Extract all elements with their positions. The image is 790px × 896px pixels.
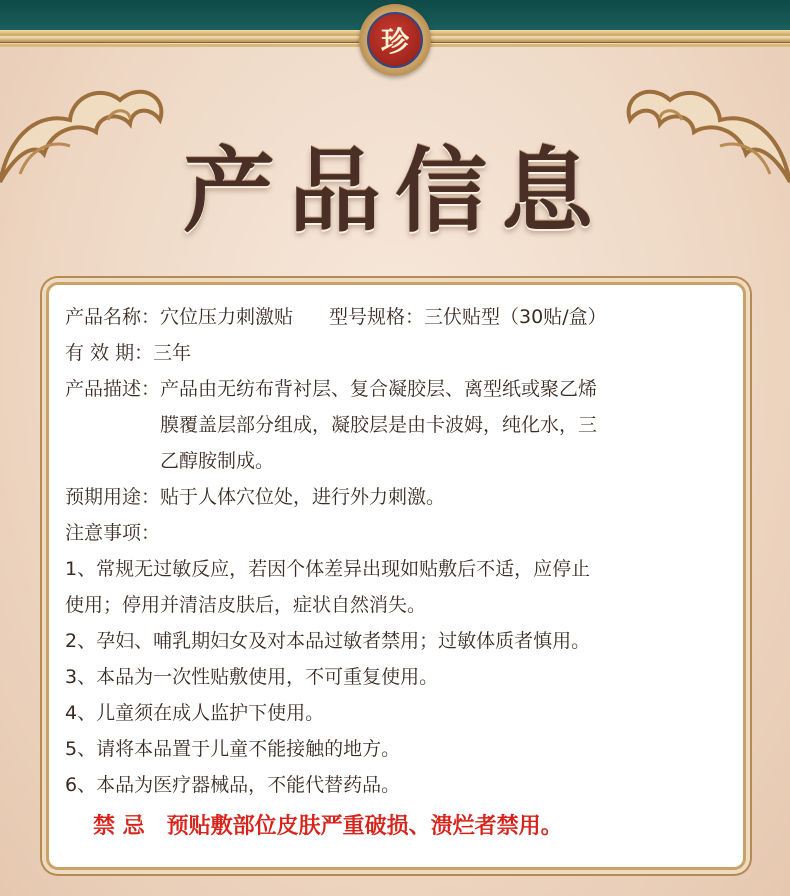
contraindication-row (65, 809, 729, 845)
forbid-label: 禁 忌 (93, 814, 145, 839)
name-value: 穴位压力刺激贴 (160, 305, 294, 328)
badge-char: 珍 (380, 25, 409, 58)
desc-line: 乙醇胺制成。 (160, 449, 275, 472)
use-row (65, 479, 729, 515)
validity-row (65, 335, 729, 371)
note-line: 6、本品为医疗器械品，不能代替药品。 (65, 773, 401, 796)
notes-label: 注意事项： (65, 521, 161, 544)
note-line: 3、本品为一次性贴敷使用，不可重复使用。 (65, 665, 439, 688)
desc-label: 产品描述： (65, 377, 161, 400)
treasure-badge (335, 0, 455, 78)
name-row (65, 299, 729, 335)
validity-value: 三年 (153, 341, 192, 364)
forbid-text: 预贴敷部位皮肤严重破损、溃烂者禁用。 (166, 814, 563, 839)
note-line: 5、请将本品置于儿童不能接触的地方。 (65, 737, 401, 760)
use-label: 预期用途： (65, 485, 161, 508)
note-line: 4、儿童须在成人监护下使用。 (65, 701, 325, 724)
validity-label: 有 效 期： (65, 341, 154, 364)
model-value: 三伏贴型（30贴/盒） (424, 305, 607, 328)
model-label: 型号规格： (329, 305, 425, 328)
info-content (65, 299, 729, 845)
use-value: 贴于人体穴位处，进行外力刺激。 (160, 485, 446, 508)
badge-seal (367, 12, 423, 68)
desc-line: 膜覆盖层部分组成，凝胶层是由卡波姆，纯化水，三 (160, 413, 598, 436)
page-title: 产品信息 (182, 137, 607, 245)
note-line: 使用；停用并清洁皮肤后，症状自然消失。 (65, 593, 427, 616)
desc-line: 产品由无纺布背衬层、复合凝胶层、离型纸或聚乙烯 (160, 377, 598, 400)
name-label: 产品名称： (65, 305, 161, 328)
description-block (65, 371, 729, 479)
note-line: 2、孕妇、哺乳期妇女及对本品过敏者禁用；过敏体质者慎用。 (65, 629, 591, 652)
note-line: 1、常规无过敏反应，若因个体差异出现如贴敷后不适，应停止 (65, 557, 591, 580)
info-card (46, 282, 746, 870)
